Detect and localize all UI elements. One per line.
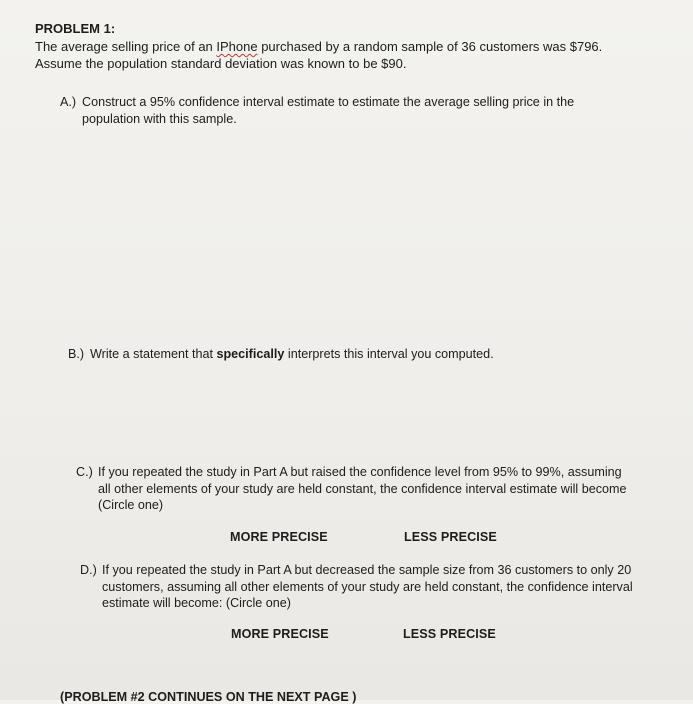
problem-statement-line-1 (35, 38, 655, 55)
question-c-text: If you repeated the study in Part A but raised the confidence level from 95% to 99%, assuming (98, 465, 622, 479)
problem-title: PROBLEM 1: (35, 21, 116, 36)
problem-statement-text: The average selling price of an (35, 39, 217, 54)
question-d-label: D.) (80, 563, 97, 577)
question-c-line-1 (76, 464, 656, 481)
question-c-option-more-precise[interactable]: MORE PRECISE (230, 530, 328, 544)
question-a-line-2: population with this sample. (82, 111, 237, 126)
question-d-line-2: customers, assuming all other elements of your study are held constant, the confidence interval (102, 579, 633, 594)
question-b-line-1 (68, 346, 628, 363)
question-a-line-1 (60, 94, 620, 111)
question-a-label: A.) (60, 95, 77, 109)
question-c-line-3: (Circle one) (98, 498, 164, 512)
question-c-label: C.) (76, 465, 93, 479)
question-b-text-end: interprets this interval you computed. (284, 347, 494, 361)
question-d-line-1 (80, 562, 660, 579)
problem-statement-line-2: Assume the population standard deviation was known to be $90. (35, 56, 407, 71)
question-b (68, 346, 628, 363)
question-d (80, 562, 660, 612)
question-b-text: Write a statement that (90, 347, 217, 361)
question-d-option-less-precise[interactable]: LESS PRECISE (403, 627, 496, 641)
question-a (60, 94, 620, 127)
problem-statement (35, 38, 655, 72)
problem-statement-text-end: purchased by a random sample of 36 customers was $796. (257, 39, 603, 54)
continuation-note: (PROBLEM #2 CONTINUES ON THE NEXT PAGE ) (60, 690, 357, 704)
question-d-option-more-precise[interactable]: MORE PRECISE (231, 627, 329, 641)
question-c-option-less-precise[interactable]: LESS PRECISE (404, 530, 497, 544)
question-b-label: B.) (68, 347, 85, 361)
question-d-line-3: estimate will become: (Circle one) (102, 596, 291, 610)
question-a-text: Construct a 95% confidence interval estimate to estimate the average selling price in the (82, 95, 575, 109)
question-d-text: If you repeated the study in Part A but decreased the sample size from 36 customers to only 20 (102, 563, 632, 577)
misspelled-word: IPhone (216, 39, 258, 54)
question-b-emphasis: specifically (216, 347, 285, 361)
question-c-line-2: all other elements of your study are held constant, the confidence interval estimate will become (98, 481, 627, 496)
question-c (76, 464, 656, 514)
